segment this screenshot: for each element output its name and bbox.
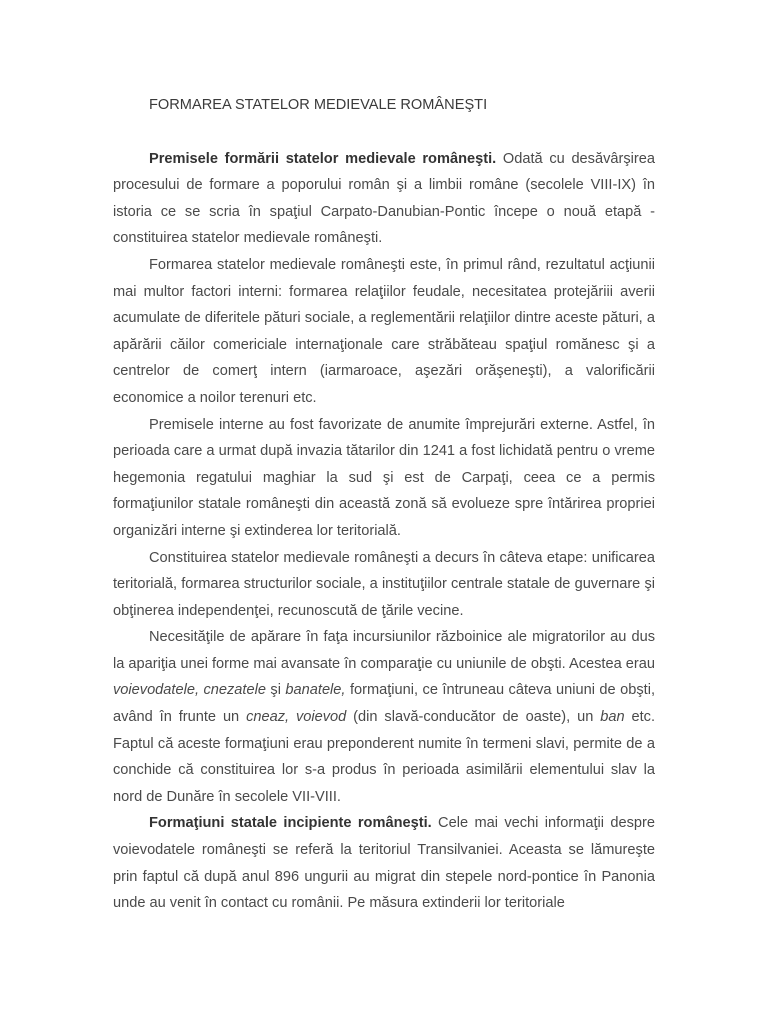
italic-term: cneaz, voievod	[246, 709, 347, 726]
paragraph-incipient-formations	[113, 810, 655, 916]
paragraph-internal-factors: Formarea statelor medievale româneşti este, în primul rând, rezultatul acţiunii mai multor factori interni: formarea relaţiilor feudale, necesitatea protejăriii averii acumulate de diferitele pături sociale, a reglementării relaţiilor dintre aceste pături, a apărării căilor comericiale internaţionale care străbăteau spaţiul romănesc şi a centrelor de comerţ intern (iarmaroace, aşezări orăşeneşti), a valorificării economice a noilor terenuri etc.	[113, 256, 655, 406]
italic-term: voievodatele, cnezatele	[113, 682, 266, 699]
paragraph-text: Cele mai vechi informaţii despre voievodatele româneşti se referă la teritoriul Transilvaniei. Aceasta se lămureşte prin faptul că după anul 896 ungurii au migrat din stepele nord-pontice în Panonia unde au venit în contact cu românii. Pe măsura extinderii lor teritoriale	[113, 815, 655, 912]
document-body	[113, 92, 655, 917]
section-heading-formations: Formaţiuni statale incipiente româneşti.	[149, 815, 432, 832]
text-run: şi	[265, 682, 286, 699]
section-heading-premises: Premisele formării statelor medievale româneşti.	[149, 150, 497, 167]
paragraph-external-circumstances: Premisele interne au fost favorizate de anumite împrejurări externe. Astfel, în perioada care a urmat după invazia tătarilor din 1241 a fost lichidată pentru o vreme hegemonia regatului maghiar la sud şi est de Carpaţi, ceea ce a permis formaţiunilor statale româneşti din această zonă să evolueze spre întărirea propriei organizări interne şi extinderea lor teritorială.	[113, 416, 655, 539]
italic-term: banatele,	[285, 682, 346, 699]
paragraph-premises	[113, 146, 655, 252]
text-run: Necesităţile de apărare în faţa incursiunilor războinice ale migratorilor au dus la apariţia unei forme mai avansate în comparaţie cu uniunile de obşti. Acestea erau	[113, 629, 655, 672]
document-title: FORMAREA STATELOR MEDIEVALE ROMÂNEŞTI	[149, 97, 488, 113]
text-run: etc. Faptul că aceste formaţiuni erau preponderent numite în termeni slavi, permite de a conchide că constituirea lor s-a produs în perioada asimilării elementului slav la nord de Dunăre în secolele VII-VIII.	[113, 709, 655, 805]
text-run: (din slavă-conducător de oaste), un	[346, 709, 601, 726]
italic-term: ban	[600, 709, 625, 726]
text-run: formaţiuni, ce întruneau câteva uniuni de obşti, având în frunte un	[113, 682, 656, 726]
paragraph-defense-needs	[113, 624, 655, 810]
paragraph-text: Odată cu desăvârşirea procesului de formare a poporului român şi a limbii române (secolele VIII-IX) în istoria ce se scria în spaţiul Carpato-Danubian-Pontic începe o nouă etapă -constituirea statelor medievale româneşti.	[113, 150, 655, 247]
paragraph-stages: Constituirea statelor medievale româneşti a decurs în câteva etape: unificarea teritorială, formarea structurilor sociale, a instituţiilor centrale statale de guvernare şi obţinerea independenţei, recunoscută de ţările vecine.	[113, 549, 655, 619]
